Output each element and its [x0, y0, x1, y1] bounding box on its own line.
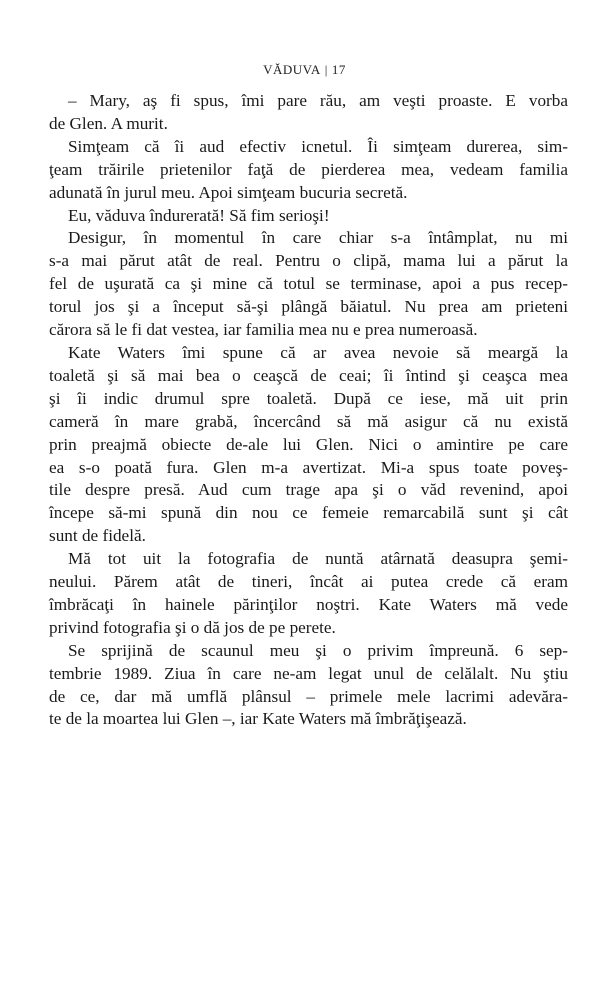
text-line: cărora să le fi dat vestea, iar familia mea nu e prea numeroasă. — [49, 320, 478, 340]
text-line: fel de uşurată ca şi mine că totul se terminase, apoi a pus recep- — [49, 274, 568, 294]
text-line: începe să-mi spună din nou ce femeie remarcabilă sunt şi cât — [49, 503, 568, 523]
text-line: sunt de fidelă. — [49, 526, 146, 546]
paragraph — [49, 90, 568, 136]
text-line: îmbrăcaţi în hainele părinţilor noştri. Kate Waters mă vede — [49, 594, 568, 614]
running-head — [0, 62, 609, 78]
text-line: şi îi indic drumul spre toaletă. După ce iese, mă uit prin — [49, 388, 568, 408]
paragraph — [49, 548, 568, 640]
text-line: tembrie 1989. Ziua în care ne-am legat unul de celălalt. Nu ştiu — [49, 663, 568, 683]
text-line: Simţeam că îi aud efectiv icnetul. Îi simţeam durerea, sim- — [68, 136, 568, 156]
text-line: toaletă şi să mai bea o ceaşcă de ceai; îi întind şi ceaşca mea — [49, 365, 568, 385]
text-line: ţeam trăirile prietenilor faţă de pierderea mea, vedeam familia — [49, 159, 568, 179]
paragraph — [49, 205, 568, 228]
text-line: Desigur, în momentul în care chiar s-a întâmplat, nu mi — [68, 228, 568, 248]
text-line: prin preajmă obiecte de-ale lui Glen. Nici o amintire pe care — [49, 434, 568, 454]
paragraph — [49, 342, 568, 548]
text-line: ea s-o poată fura. Glen m-a avertizat. Mi-a spus toate poveş- — [49, 457, 568, 477]
text-line: – Mary, aş fi spus, îmi pare rău, am veşti proaste. E vorba — [68, 91, 568, 110]
text-line: s-a mai părut atât de real. Pentru o clipă, mama lui a părut la — [49, 251, 568, 271]
text-line: Mă tot uit la fotografia de nuntă atârnată deasupra şemi- — [68, 549, 568, 569]
page-number: 17 — [331, 62, 346, 77]
text-line: tile despre presă. Aud cum trage apa şi o văd revenind, apoi — [49, 480, 568, 500]
paragraph — [49, 640, 568, 732]
text-line: de ce, dar mă umflă plânsul – primele mele lacrimi adevăra- — [49, 686, 568, 706]
text-line: cameră în mare grabă, încercând să mă asigur că nu există — [49, 411, 568, 431]
paragraph — [49, 136, 568, 205]
running-head-title: VĂDUVA — [263, 62, 321, 77]
text-line: Se sprijină de scaunul meu şi o privim împreună. 6 sep- — [68, 640, 568, 660]
text-line: adunată în jurul meu. Apoi simţeam bucuria secretă. — [49, 182, 408, 202]
text-line: de Glen. A murit. — [49, 113, 168, 133]
text-line: te de la moartea lui Glen –, iar Kate Waters mă îmbrăţişează. — [49, 709, 467, 729]
text-line: privind fotografia şi o dă jos de pe perete. — [49, 617, 336, 637]
text-line: neului. Părem atât de tineri, încât ai putea crede că eram — [49, 572, 568, 592]
text-line: Eu, văduva îndurerată! Să fim serioşi! — [68, 205, 330, 225]
text-line: Kate Waters îmi spune că ar avea nevoie să meargă la — [68, 342, 568, 362]
paragraph — [49, 227, 568, 342]
text-line: torul jos şi a început să-şi plângă băiatul. Nu prea am prieteni — [49, 297, 568, 317]
body-text — [49, 90, 568, 731]
running-head-separator: | — [324, 62, 328, 77]
